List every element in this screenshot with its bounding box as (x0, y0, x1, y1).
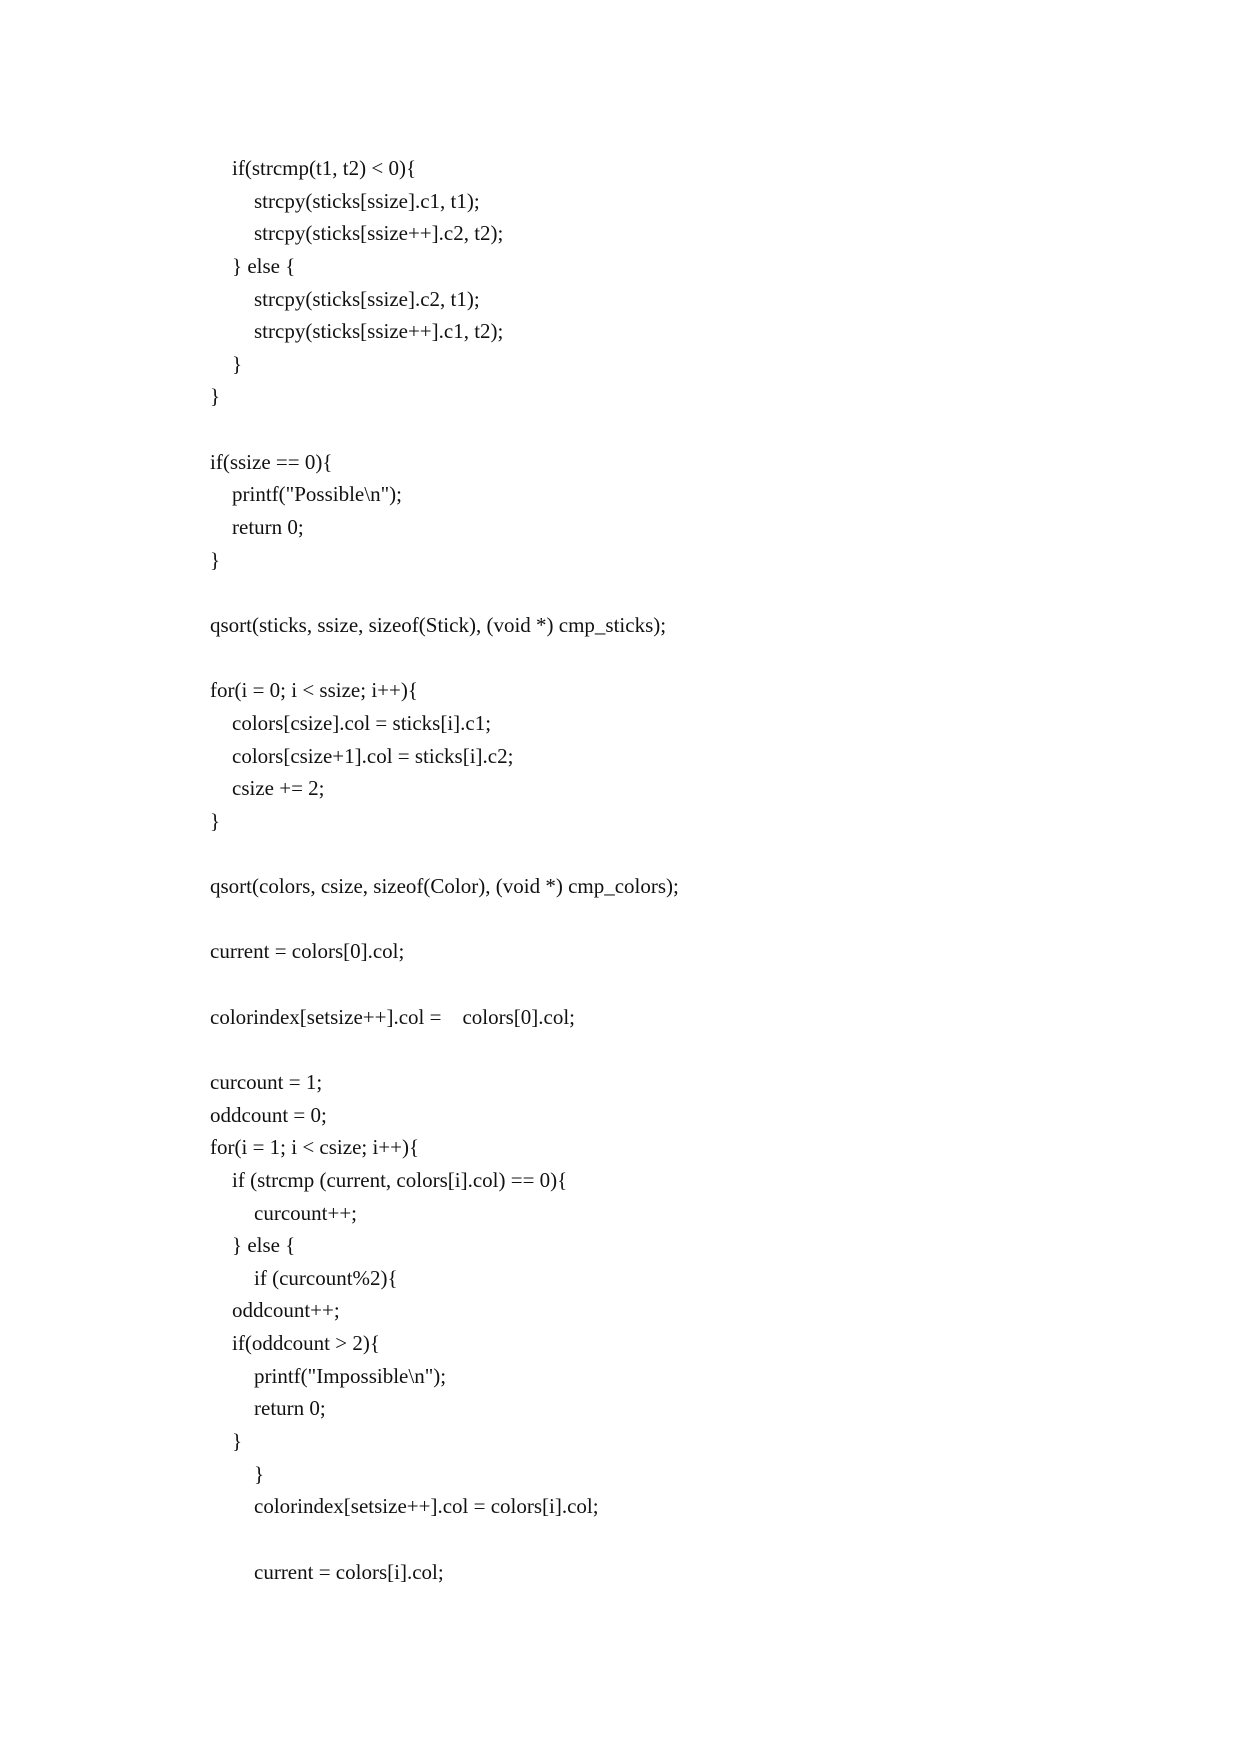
code-line: oddcount++; (232, 1298, 340, 1323)
code-line: colorindex[setsize++].col = colors[0].col; (210, 1004, 575, 1029)
code-line (210, 413, 679, 446)
code-line: } (210, 808, 221, 833)
code-line: colorindex[setsize++].col = colors[i].col; (254, 1494, 599, 1519)
code-line: oddcount = 0; (210, 1102, 327, 1127)
code-line (210, 1033, 679, 1066)
code-line (210, 576, 679, 609)
code-line: strcpy(sticks[ssize].c1, t1); (254, 188, 480, 213)
code-line: return 0; (232, 515, 304, 540)
code-line: curcount++; (254, 1200, 357, 1225)
code-line (210, 837, 679, 870)
code-line: qsort(sticks, ssize, sizeof(Stick), (void *) cmp_sticks); (210, 612, 667, 637)
code-line: curcount = 1; (210, 1069, 323, 1094)
code-line (210, 903, 679, 936)
code-line: printf("Impossible\n"); (254, 1363, 447, 1388)
code-line: if(strcmp(t1, t2) < 0){ (232, 156, 417, 180)
code-line: } (210, 547, 221, 572)
code-line: current = colors[i].col; (254, 1559, 444, 1584)
code-line: strcpy(sticks[ssize++].c2, t2); (254, 221, 504, 246)
code-line: printf("Possible\n"); (232, 482, 402, 507)
code-line: colors[csize+1].col = sticks[i].c2; (232, 743, 514, 768)
code-line: if(oddcount > 2){ (232, 1331, 380, 1356)
code-line (210, 1523, 679, 1556)
code-line: colors[csize].col = sticks[i].c1; (232, 710, 492, 735)
code-line: } else { (232, 1233, 296, 1258)
code-line: } (210, 384, 221, 409)
code-line: qsort(colors, csize, sizeof(Color), (void *) cmp_colors); (210, 874, 679, 899)
code-line: csize += 2; (232, 776, 325, 801)
code-line: } (232, 351, 243, 376)
code-line: if (curcount%2){ (254, 1265, 398, 1290)
code-line: for(i = 1; i < csize; i++){ (210, 1135, 420, 1160)
code-line: if(ssize == 0){ (210, 449, 333, 474)
code-line (210, 968, 679, 1001)
code-line: } (232, 1428, 243, 1453)
code-line (210, 642, 679, 675)
code-line: if (strcmp (current, colors[i].col) == 0){ (232, 1167, 568, 1192)
code-line: current = colors[0].col; (210, 939, 405, 964)
code-listing (210, 152, 679, 1588)
code-line: strcpy(sticks[ssize].c2, t1); (254, 286, 480, 311)
code-line: for(i = 0; i < ssize; i++){ (210, 678, 418, 703)
code-line: strcpy(sticks[ssize++].c1, t2); (254, 319, 504, 344)
code-line: } (254, 1461, 265, 1486)
code-line: } else { (232, 253, 296, 278)
code-line: return 0; (254, 1396, 326, 1421)
